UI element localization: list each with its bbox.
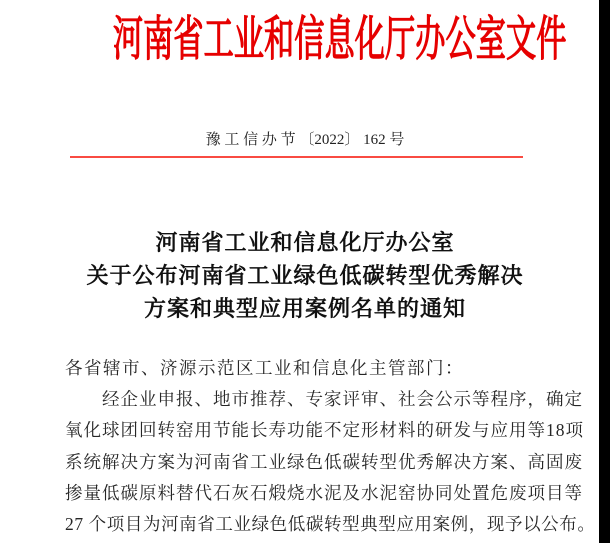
notice-title-line-1: 河南省工业和信息化厅办公室 (155, 230, 455, 255)
letterhead-red-divider (70, 156, 523, 158)
notice-title-line-3: 方案和典型应用案例名单的通知 (143, 296, 466, 321)
scan-artifact-black-strip (599, 0, 610, 543)
document-reference-number: 豫 工 信 办 节 〔2022〕 162 号 (205, 132, 405, 148)
notice-title (0, 226, 610, 325)
letterhead-banner-title: 河南省工业和信息化厅办公室文件 (112, 13, 567, 66)
notice-title-line-2: 关于公布河南省工业绿色低碳转型优秀解决 (86, 263, 524, 288)
body-paragraph-line: 氧化球团回转窑用节能长寿功能不定形材料的研发与应用等18项 (65, 420, 584, 441)
notice-body (65, 353, 596, 540)
body-paragraph-line: 27 个项目为河南省工业绿色低碳转型典型应用案例，现予以公布。 (65, 514, 596, 535)
body-paragraph-line: 掺量低碳原料替代石灰石煅烧水泥及水泥窑协同处置危废项目等 (65, 482, 583, 503)
salutation-line: 各省辖市、济源示范区工业和信息化主管部门： (65, 358, 464, 378)
body-paragraph-line: 经企业申报、地市推荐、专家评审、社会公示等程序，确定 (102, 389, 583, 410)
body-paragraph-line: 系统解决方案为河南省工业绿色低碳转型优秀解决方案、高固废 (65, 451, 583, 472)
